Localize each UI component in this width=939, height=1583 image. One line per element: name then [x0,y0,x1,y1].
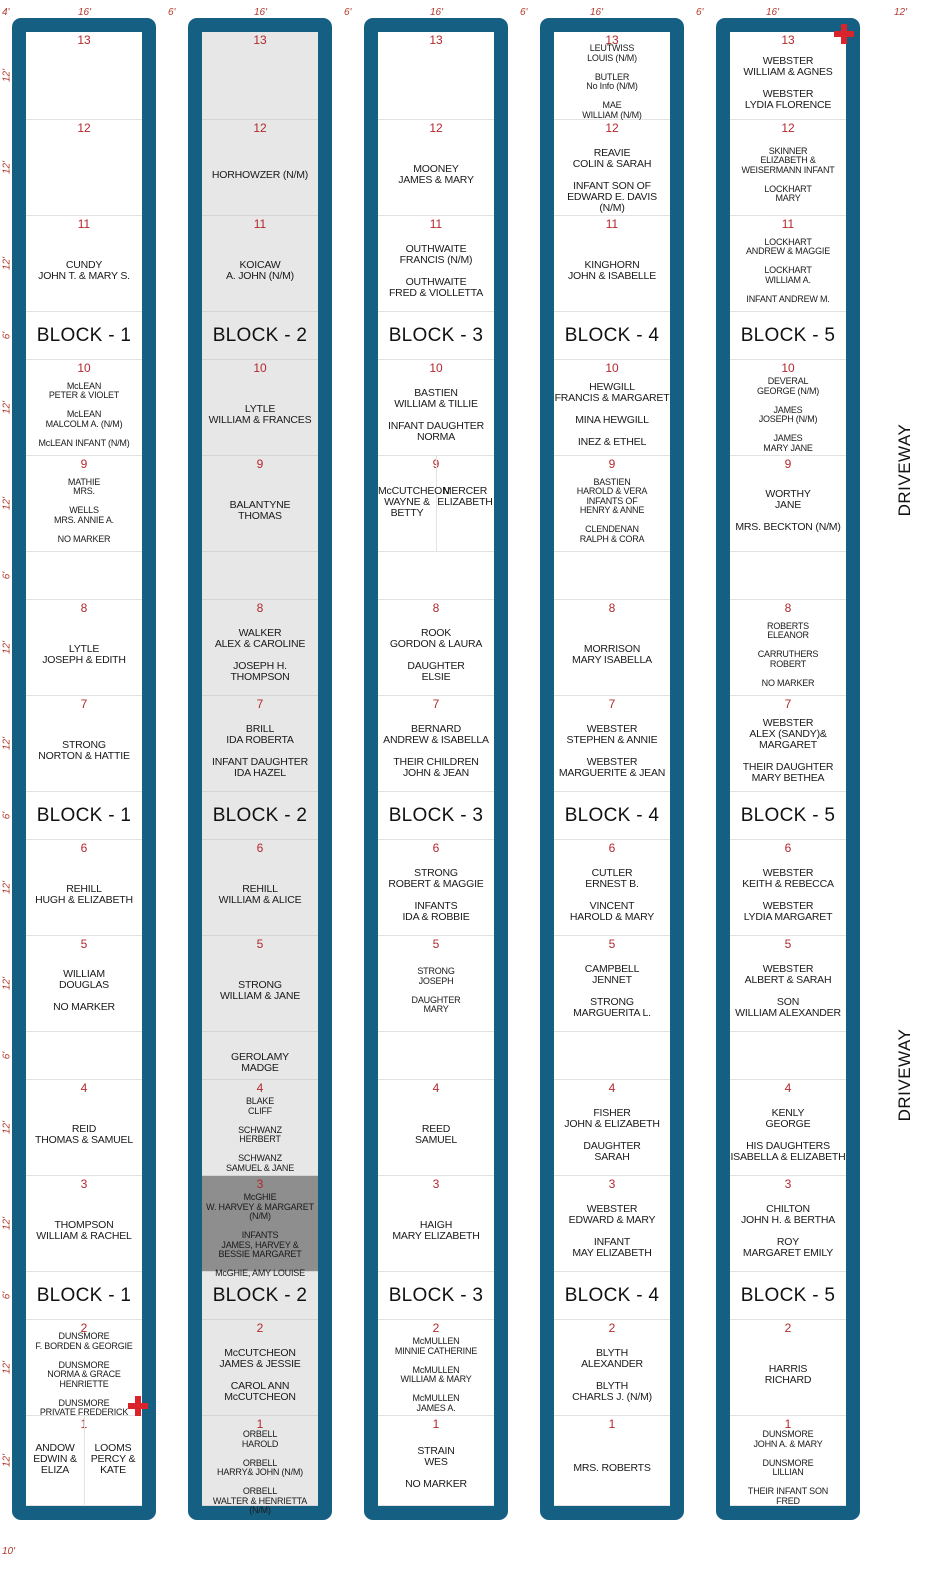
burial-lot[interactable] [554,696,670,792]
row-dimension-label: 12' [1,640,13,655]
lot-number: 4 [432,1081,440,1095]
block-label-row[interactable] [378,312,494,360]
row-dimension-label: 12' [1,1216,13,1231]
burial-lot[interactable] [730,1080,846,1176]
block-label-row[interactable] [730,1272,846,1320]
burial-lot[interactable] [202,1416,318,1515]
burial-lot[interactable] [378,32,494,120]
lot-number: 12 [77,121,91,135]
lot-number: 7 [80,697,88,711]
top-dimension-label: 16' [78,7,92,18]
row-dimension-label: 6' [1,1291,13,1300]
burial-lot[interactable] [202,696,318,792]
lot-number: 11 [605,217,619,231]
burial-names: WORTHY JANE MRS. BECKTON (N/M) [735,488,841,533]
row-dimension-label: 12' [1,1453,13,1468]
block-label: BLOCK - 1 [36,325,132,346]
burial-lot[interactable] [554,1320,670,1416]
block-label-row[interactable] [26,1272,142,1320]
burial-lot[interactable] [378,696,494,792]
burial-names: BALANTYNE THOMAS [229,499,291,522]
burial-names: McCUTCHEON JAMES & JESSIE CAROL ANN McCUTCHEON [219,1346,301,1403]
burial-lot[interactable] [26,360,142,456]
burial-lot[interactable] [730,120,846,216]
block-label: BLOCK - 4 [564,1285,660,1306]
burial-names: ORBELL HAROLD ORBELL HARRY& JOHN (N/M) ORBELL WALTER & HENRIETTA (N/M) [212,1429,308,1515]
top-dimension-label: 4' [2,7,10,18]
row-dimension-label: 6' [1,331,13,340]
lot-number: 12 [781,121,795,135]
burial-names: LYTLE JOSEPH & EDITH [42,643,126,666]
burial-names: DUNSMORE JOHN A. & MARY DUNSMORE LILLIAN THEIR INFANT SON FRED [747,1429,829,1506]
lot-number: 3 [256,1177,264,1191]
lot-number: 3 [784,1177,792,1191]
lot-number: 11 [781,217,795,231]
lot-number: 3 [80,1177,88,1191]
block-label-row[interactable] [26,792,142,840]
row-dimension-label: 12' [1,736,13,751]
block-label-row[interactable] [730,792,846,840]
burial-names: BRILL IDA ROBERTA INFANT DAUGHTER IDA HAZEL [212,722,308,779]
block-label: BLOCK - 2 [212,1285,308,1306]
burial-lot[interactable] [26,936,142,1032]
burial-lot[interactable] [378,216,494,312]
burial-names: HARRIS RICHARD [764,1363,812,1386]
block-label: BLOCK - 3 [388,1285,484,1306]
burial-lot[interactable] [730,360,846,456]
burial-names: WEBSTER ALEX (SANDY)& MARGARET THEIR DAUGHTER MARY BETHEA [742,717,834,784]
lot-number: 13 [77,33,91,47]
lot-number: 9 [608,457,616,471]
burial-names: KINGHORN JOHN & ISABELLE [567,259,657,282]
burial-names: BLYTH ALEXANDER BLYTH CHARLS J. (N/M) [572,1346,652,1403]
burial-lot[interactable] [730,1032,846,1080]
burial-names: MOONEY JAMES & MARY [398,163,474,186]
row-dimension-label: 6' [1,571,13,580]
burial-names: FISHER JOHN & ELIZABETH DAUGHTER SARAH [564,1106,660,1163]
burial-names: McMULLEN MINNIE CATHERINE McMULLEN WILLIAM & MARY McMULLEN JAMES A. [394,1336,478,1413]
burial-names: WEBSTER WILLIAM & AGNES WEBSTER LYDIA FLORENCE [743,54,833,111]
burial-names: SKINNER ELIZABETH & WEISERMANN INFANT LOCKHART MARY [741,145,835,203]
burial-lot[interactable] [378,552,494,600]
burial-names: LEUTWISS LOUIS (N/M) BUTLER No Info (N/M) MAE WILLIAM (N/M) [582,43,642,120]
block-label-row[interactable] [730,312,846,360]
lot-number: 2 [432,1321,440,1335]
block-column-1 [12,18,156,1520]
burial-names: GEROLAMY MADGE [231,1051,289,1074]
row-dimension-label: 12' [1,400,13,415]
lot-number: 9 [80,457,88,471]
burial-lot[interactable] [378,456,494,552]
block-label-row[interactable] [202,312,318,360]
burial-lot[interactable] [26,1080,142,1176]
burial-lot[interactable] [202,32,318,120]
block-label: BLOCK - 2 [212,805,308,826]
burial-names: OUTHWAITE FRANCIS (N/M) OUTHWAITE FRED & VIOLLETTA [388,242,484,299]
lot-number: 7 [432,697,440,711]
lot-number: 9 [432,457,440,471]
burial-names: CHILTON JOHN H. & BERTHA ROY MARGARET EMILY [740,1202,836,1259]
block-label: BLOCK - 1 [36,805,132,826]
top-dimension-label: 16' [766,7,780,18]
burial-lot[interactable] [26,1032,142,1080]
burial-names: STRONG JOSEPH DAUGHTER MARY [411,966,461,1015]
burial-lot[interactable] [26,600,142,696]
lot-number: 3 [432,1177,440,1191]
lot-number: 6 [608,841,616,855]
lot-number: 2 [80,1321,88,1335]
lot-number: 6 [784,841,792,855]
lot-number: 11 [77,217,91,231]
burial-lot[interactable] [202,600,318,696]
burial-lot[interactable] [202,840,318,936]
burial-names: KOICAW A. JOHN (N/M) [226,259,294,282]
burial-names: MATHIE MRS. WELLS MRS. ANNIE A. NO MARKER [54,476,114,544]
burial-lot[interactable] [554,456,670,552]
burial-names: REID THOMAS & SAMUEL [35,1123,133,1146]
burial-lot[interactable] [202,1176,318,1278]
lot-number: 6 [80,841,88,855]
burial-lot[interactable] [202,360,318,456]
block-label-row[interactable] [378,1272,494,1320]
block-column-inner [730,32,846,1506]
lot-number: 4 [784,1081,792,1095]
burial-lot[interactable] [554,360,670,456]
burial-lot[interactable] [730,600,846,696]
row-dimension-label: 6' [1,811,13,820]
block-label: BLOCK - 2 [212,325,308,346]
burial-names: LYTLE WILLIAM & FRANCES [208,403,312,426]
block-column-inner [378,32,494,1506]
burial-names: BERNARD ANDREW & ISABELLA THEIR CHILDREN JOHN & JEAN [383,722,489,779]
burial-names: WEBSTER EDWARD & MARY INFANT MAY ELIZABETH [568,1202,656,1259]
block-label: BLOCK - 1 [36,1285,132,1306]
block-label: BLOCK - 5 [740,325,836,346]
burial-lot[interactable] [378,1080,494,1176]
lot-number: 1 [80,1417,88,1431]
lot-number: 11 [429,217,443,231]
burial-names: DUNSMORE F. BORDEN & GEORGIE DUNSMORE NORMA & GRACE HENRIETTE DUNSMORE PRIVATE FREDERICK [35,1331,133,1417]
block-label-row[interactable] [202,1272,318,1320]
burial-names: WEBSTER ALBERT & SARAH SON WILLIAM ALEXANDER [735,962,841,1019]
burial-names: MRS. ROBERTS [573,1461,651,1474]
burial-names: McLEAN PETER & VIOLET McLEAN MALCOLM A. (N/M) McLEAN INFANT (N/M) [38,380,130,448]
burial-lot[interactable] [554,32,670,120]
top-dimension-label: 12' [894,7,908,18]
block-label: BLOCK - 3 [388,805,484,826]
lot-number: 4 [80,1081,88,1095]
block-label-row[interactable] [202,792,318,840]
bottom-dimension-label: 10' [2,1546,16,1557]
burial-lot[interactable] [730,840,846,936]
block-column-inner [202,32,318,1515]
burial-names: KENLY GEORGE HIS DAUGHTERS ISABELLA & ELIZABETH [730,1106,846,1163]
burial-lot[interactable] [378,1032,494,1080]
burial-lot[interactable] [378,1176,494,1272]
burial-names: WILLIAM DOUGLAS NO MARKER [53,968,115,1013]
block-column-inner [26,32,142,1506]
lot-number: 12 [253,121,267,135]
burial-lot[interactable] [202,456,318,552]
row-dimension-label: 12' [1,68,13,83]
burial-names: LOOMS PERCY & KATE [90,1442,136,1476]
lot-number: 5 [80,937,88,951]
burial-lot[interactable] [554,120,670,216]
burial-lot[interactable] [730,936,846,1032]
burial-names: REHILL WILLIAM & ALICE [218,883,302,906]
burial-names: STRONG ROBERT & MAGGIE INFANTS IDA & ROBBIE [388,866,484,923]
block-column-inner [554,32,670,1506]
burial-lot[interactable] [26,552,142,600]
burial-lot[interactable] [554,216,670,312]
burial-lot[interactable] [730,552,846,600]
burial-lot[interactable] [554,1080,670,1176]
lot-number: 1 [256,1417,264,1431]
burial-lot[interactable] [378,1416,494,1506]
block-label: BLOCK - 3 [388,325,484,346]
burial-lot[interactable] [202,552,318,600]
burial-names: REHILL HUGH & ELIZABETH [35,883,133,906]
red-cross-marker-icon [128,1396,148,1416]
burial-names: WALKER ALEX & CAROLINE JOSEPH H. THOMPSON [214,626,306,683]
burial-names: BASTIEN HAROLD & VERA INFANTS OF HENRY & ANNE CLENDENAN RALPH & CORA [576,476,648,544]
lot-number: 1 [608,1417,616,1431]
burial-names: LOCKHART ANDREW & MAGGIE LOCKHART WILLIAM A. INFANT ANDREW M. [745,236,830,304]
burial-lot[interactable] [378,936,494,1032]
burial-names: ROOK GORDON & LAURA DAUGHTER ELSIE [389,626,483,683]
burial-lot[interactable] [730,1416,846,1506]
block-label-row[interactable] [554,312,670,360]
burial-names: BASTIEN WILLIAM & TILLIE INFANT DAUGHTER NORMA [388,386,484,443]
burial-names: STRAIN WES NO MARKER [405,1445,467,1490]
burial-names: CUNDY JOHN T. & MARY S. [38,259,130,282]
top-dimension-label: 6' [168,7,176,18]
burial-names: ANDOW EDWIN & ELIZA [33,1442,77,1476]
burial-names: WEBSTER STEPHEN & ANNIE WEBSTER MARGUERITE & JEAN [558,722,666,779]
lot-number: 13 [429,33,443,47]
block-label-row[interactable] [554,792,670,840]
burial-lot[interactable] [554,1416,670,1506]
burial-names: HORHOWZER (N/M) [211,168,309,181]
burial-names: STRONG NORTON & HATTIE [38,739,130,762]
burial-names: ROBERTS ELEANOR CARRUTHERS ROBERT NO MARKER [757,620,819,688]
lot-number: 10 [253,361,267,375]
burial-lot[interactable] [26,216,142,312]
burial-lot[interactable] [730,216,846,312]
burial-lot[interactable] [26,1176,142,1272]
block-label: BLOCK - 5 [740,1285,836,1306]
burial-lot[interactable] [26,1416,142,1506]
burial-names: McCUTCHEON WAYNE & BETTY [378,485,450,519]
block-label: BLOCK - 5 [740,805,836,826]
burial-lot[interactable] [378,840,494,936]
lot-number: 6 [256,841,264,855]
burial-lot[interactable] [26,456,142,552]
burial-lot[interactable] [26,120,142,216]
top-dimension-label: 16' [254,7,268,18]
top-dimension-label: 6' [696,7,704,18]
lot-number: 10 [781,361,795,375]
burial-lot[interactable] [554,936,670,1032]
lot-number: 7 [784,697,792,711]
burial-names: DEVERAL GEORGE (N/M) JAMES JOSEPH (N/M) JAMES MARY JANE [756,376,820,453]
block-label: BLOCK - 4 [564,805,660,826]
lot-number: 8 [432,601,440,615]
lot-number: 8 [608,601,616,615]
lot-number: 8 [784,601,792,615]
row-dimension-label: 12' [1,1360,13,1375]
burial-lot[interactable] [378,360,494,456]
row-dimension-label: 12' [1,880,13,895]
lot-number: 4 [608,1081,616,1095]
block-column-4 [540,18,684,1520]
burial-names: MORRISON MARY ISABELLA [572,643,652,666]
burial-lot[interactable] [202,120,318,216]
lot-number: 10 [605,361,619,375]
lot-number: 2 [256,1321,264,1335]
lot-number: 7 [256,697,264,711]
burial-names: WEBSTER KEITH & REBECCA WEBSTER LYDIA MARGARET [742,866,834,923]
lot-number: 1 [432,1417,440,1431]
lot-number: 13 [781,33,795,47]
lot-number: 9 [256,457,264,471]
top-dimension-label: 6' [344,7,352,18]
lot-number: 4 [256,1081,264,1095]
burial-lot[interactable] [730,696,846,792]
row-dimension-label: 12' [1,496,13,511]
lot-number: 12 [429,121,443,135]
burial-names: BLAKE CLIFF SCHWANZ HERBERT SCHWANZ SAMUEL & JANE [225,1096,295,1173]
burial-lot[interactable] [554,600,670,696]
lot-number: 7 [608,697,616,711]
block-label: BLOCK - 4 [564,325,660,346]
burial-names: McGHIE W. HARVEY & MARGARET (N/M) INFANTS JAMES, HARVEY & BESSIE MARGARET McGHIE, AMY LOUISE [206,1192,314,1278]
block-label-row[interactable] [26,312,142,360]
burial-lot[interactable] [554,840,670,936]
burial-lot[interactable] [554,1032,670,1080]
lot-number: 5 [784,937,792,951]
lot-number: 8 [80,601,88,615]
block-column-2 [188,18,332,1520]
burial-lot[interactable] [730,456,846,552]
burial-lot[interactable] [26,840,142,936]
row-dimension-label: 12' [1,1120,13,1135]
row-dimension-label: 6' [1,1051,13,1060]
burial-names: CAMPBELL JENNET STRONG MARGUERITA L. [573,962,651,1019]
block-label-row[interactable] [378,792,494,840]
lot-number: 10 [77,361,91,375]
burial-names: CUTLER ERNEST B. VINCENT HAROLD & MARY [569,866,655,923]
burial-lot[interactable] [554,552,670,600]
lot-number: 2 [608,1321,616,1335]
lot-number: 11 [253,217,267,231]
lot-number: 10 [429,361,443,375]
row-dimension-label: 12' [1,160,13,175]
burial-lot[interactable] [26,32,142,120]
lot-number: 13 [253,33,267,47]
burial-lot[interactable] [202,1320,318,1416]
burial-names: REED SAMUEL [415,1123,457,1146]
lot-number: 5 [432,937,440,951]
burial-lot[interactable] [378,600,494,696]
burial-names: MERCER ELIZABETH [437,485,493,508]
burial-lot[interactable] [202,1032,318,1080]
burial-lot[interactable] [26,1320,142,1416]
burial-lot[interactable] [378,1320,494,1416]
burial-lot[interactable] [730,32,846,120]
burial-lot[interactable] [554,1176,670,1272]
block-column-3 [364,18,508,1520]
block-label-row[interactable] [554,1272,670,1320]
burial-lot[interactable] [26,696,142,792]
lot-number: 2 [784,1321,792,1335]
driveway-label-bottom: DRIVEWAY [895,1028,914,1122]
lot-number: 1 [784,1417,792,1431]
lot-number: 5 [256,937,264,951]
burial-lot[interactable] [730,1176,846,1272]
lot-number: 13 [605,33,619,47]
row-dimension-label: 12' [1,256,13,271]
row-dimension-label: 12' [1,976,13,991]
lot-number: 9 [784,457,792,471]
lot-number: 3 [608,1177,616,1191]
burial-names: STRONG WILLIAM & JANE [219,979,301,1002]
burial-names: THOMPSON WILLIAM & RACHEL [36,1219,132,1242]
burial-lot[interactable] [202,216,318,312]
burial-lot[interactable] [202,936,318,1032]
driveway-label-top: DRIVEWAY [895,423,914,517]
burial-names: REAVIE COLIN & SARAH INFANT SON OF EDWARD E. DAVIS (N/M) [567,146,657,214]
burial-names: HEWGILL FRANCIS & MARGARET MINA HEWGILL INEZ & ETHEL [554,381,670,448]
top-dimension-label: 6' [520,7,528,18]
lot-number: 12 [605,121,619,135]
top-dimension-label: 16' [590,7,604,18]
burial-names: HAIGH MARY ELIZABETH [392,1219,480,1242]
red-cross-marker-icon [834,24,854,44]
lot-number: 5 [608,937,616,951]
lot-number: 8 [256,601,264,615]
lot-number: 6 [432,841,440,855]
burial-lot[interactable] [202,1080,318,1176]
top-dimension-label: 16' [430,7,444,18]
burial-lot[interactable] [730,1320,846,1416]
block-column-5 [716,18,860,1520]
burial-lot[interactable] [378,120,494,216]
